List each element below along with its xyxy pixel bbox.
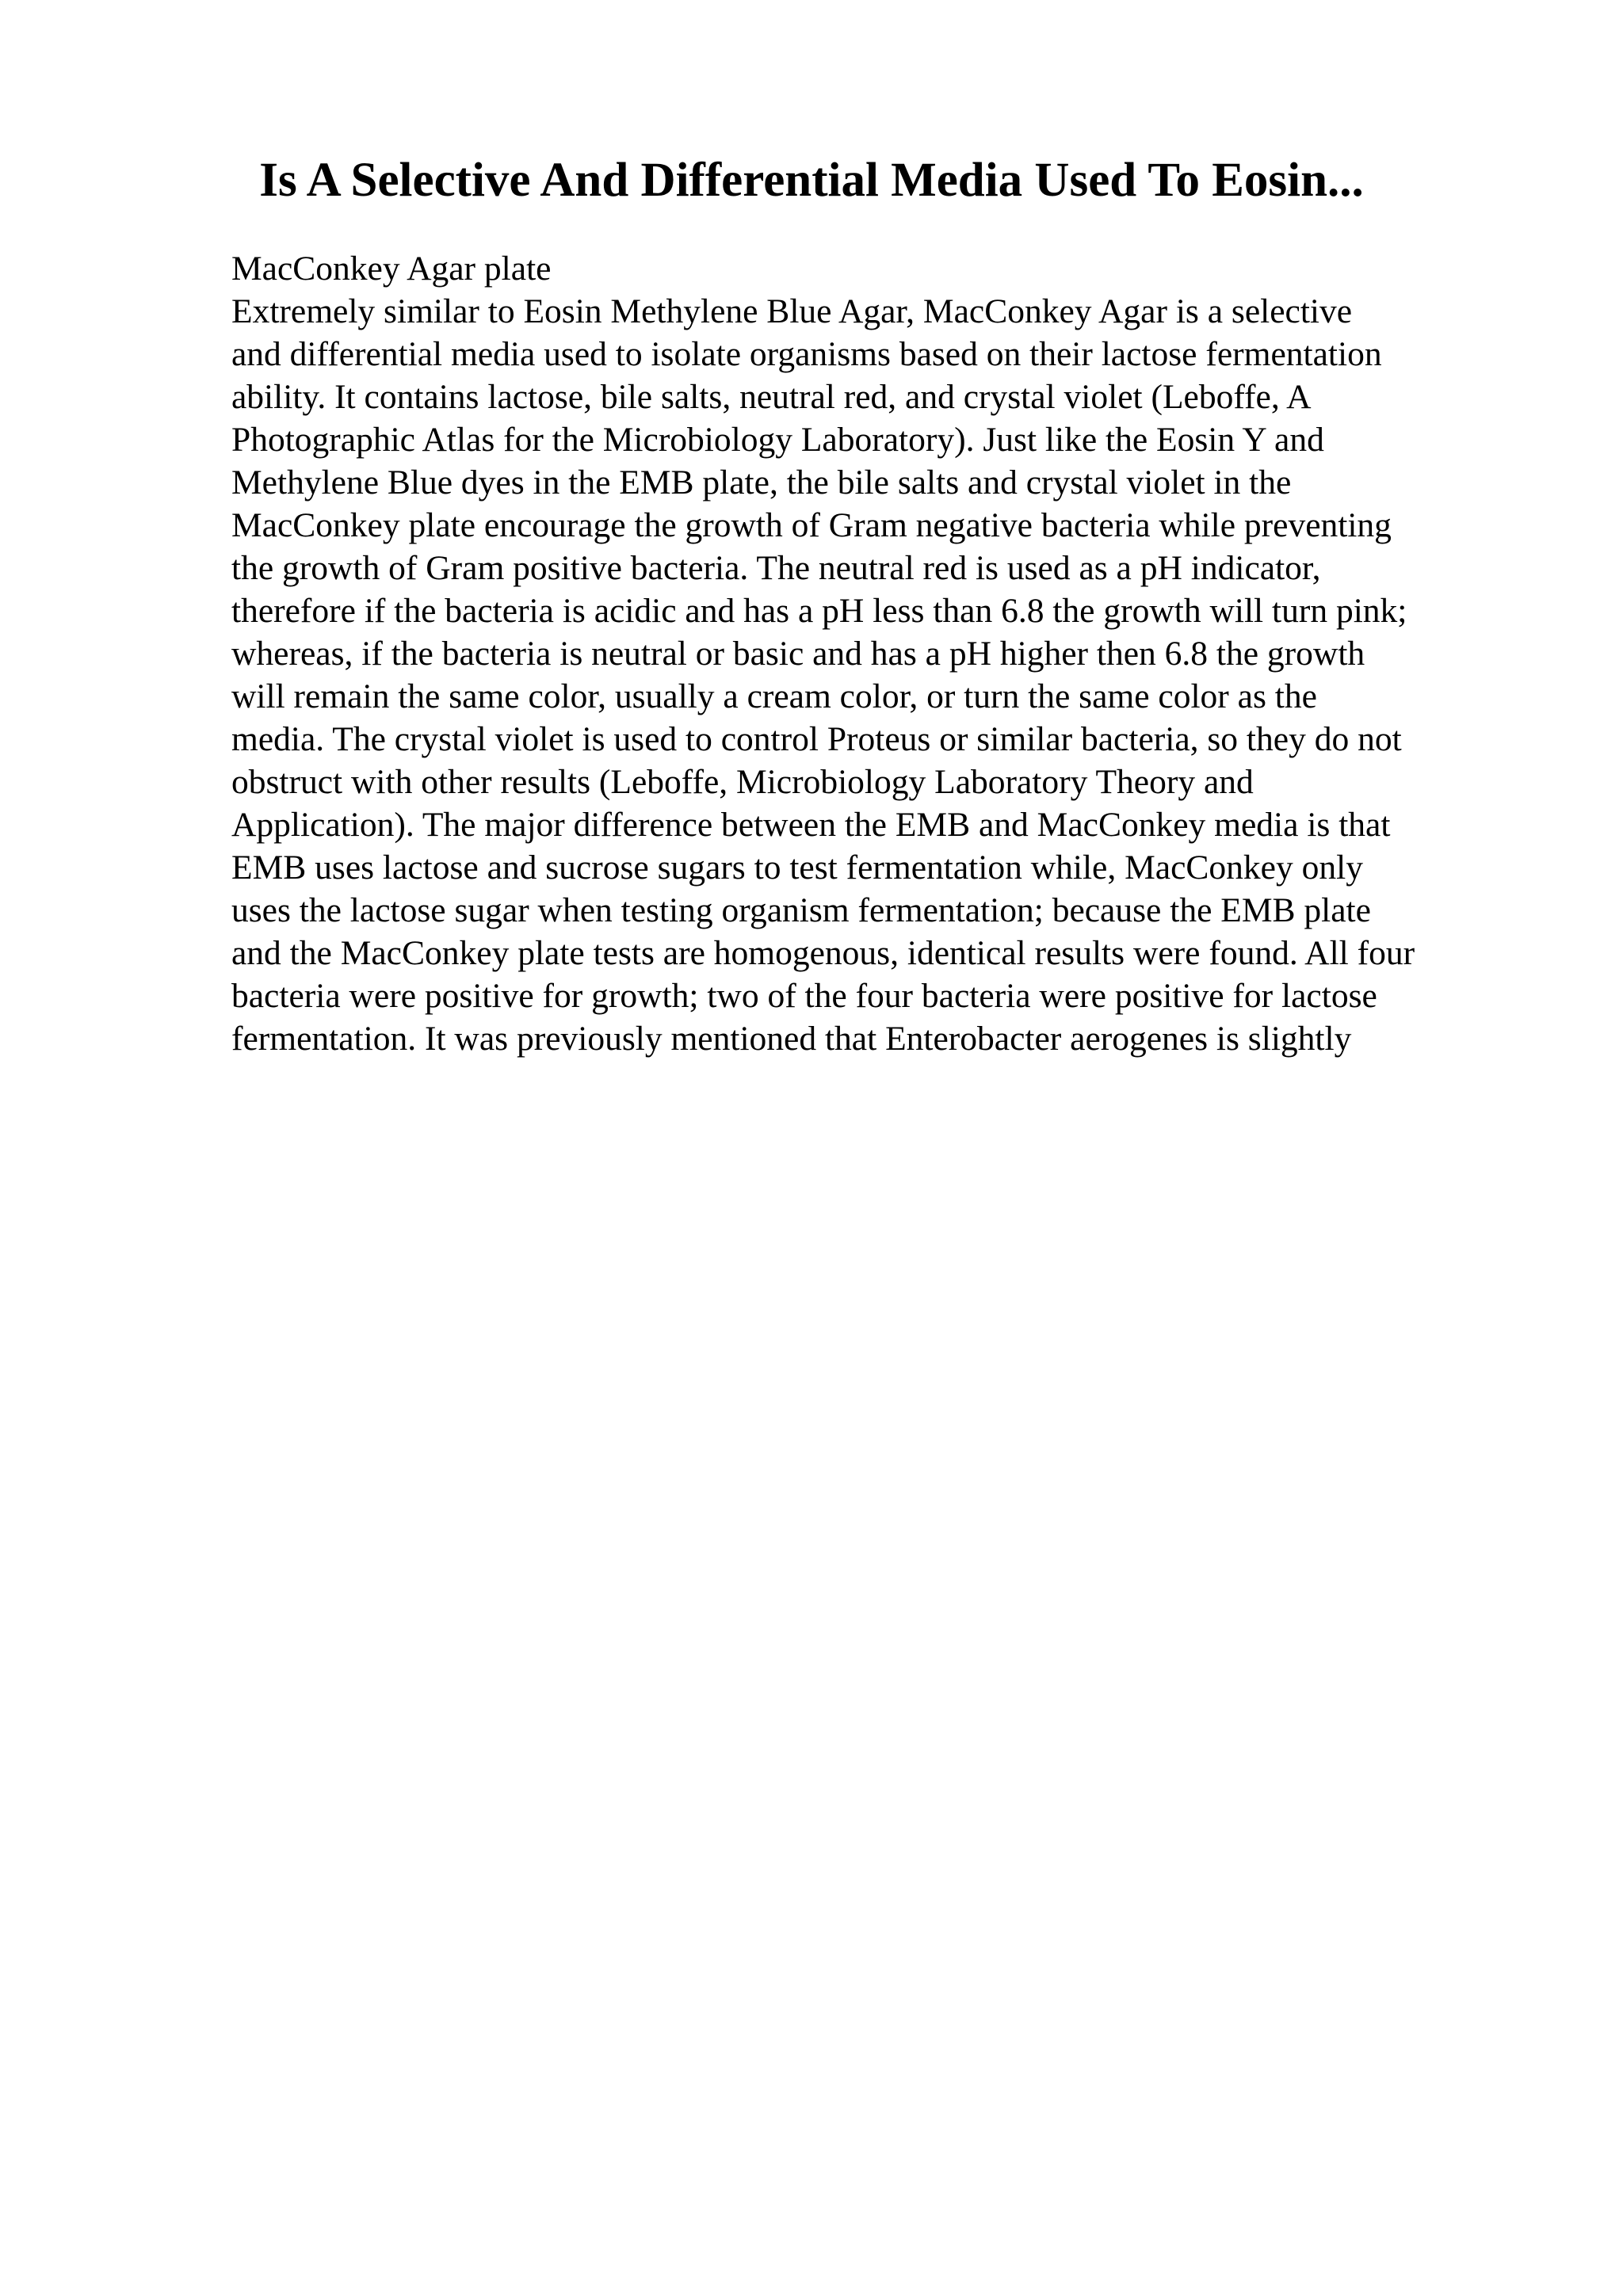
text-line: Methylene Blue dyes in the EMB plate, the bile salts and crystal violet in the <box>231 463 1292 502</box>
text-line: whereas, if the bacteria is neutral or basic and has a pH higher then 6.8 the growth <box>231 635 1365 673</box>
text-line: therefore if the bacteria is acidic and has a pH less than 6.8 the growth will turn pink; <box>231 592 1407 630</box>
text-line: Application). The major difference between the EMB and MacConkey media is that <box>231 806 1391 844</box>
body-text <box>231 247 1503 1060</box>
text-line: Photographic Atlas for the Microbiology Laboratory). Just like the Eosin Y and <box>231 421 1324 459</box>
text-line: media. The crystal violet is used to control Proteus or similar bacteria, so they do not <box>231 720 1402 758</box>
text-line: obstruct with other results (Leboffe, Microbiology Laboratory Theory and <box>231 763 1254 801</box>
text-line: bacteria were positive for growth; two of the four bacteria were positive for lactose <box>231 977 1377 1015</box>
text-line: the growth of Gram positive bacteria. The neutral red is used as a pH indicator, <box>231 549 1321 587</box>
text-line: will remain the same color, usually a cream color, or turn the same color as the <box>231 677 1317 715</box>
text-line: ability. It contains lactose, bile salts, neutral red, and crystal violet (Leboffe, A <box>231 378 1312 416</box>
text-line: uses the lactose sugar when testing organism fermentation; because the EMB plate <box>231 891 1371 929</box>
text-line: and differential media used to isolate organisms based on their lactose fermentation <box>231 335 1382 373</box>
text-line: Extremely similar to Eosin Methylene Blue Agar, MacConkey Agar is a selective <box>231 292 1353 330</box>
text-line: EMB uses lactose and sucrose sugars to test fermentation while, MacConkey only <box>231 849 1363 887</box>
text-line: fermentation. It was previously mentioned that Enterobacter aerogenes is slightly <box>231 1020 1352 1058</box>
text-line: and the MacConkey plate tests are homogenous, identical results were found. All four <box>231 934 1415 972</box>
text-line-subheading: MacConkey Agar plate <box>231 250 552 288</box>
text-line: MacConkey plate encourage the growth of Gram negative bacteria while preventing <box>231 506 1392 544</box>
page-title: Is A Selective And Differential Media Used To Eosin... <box>259 154 1364 207</box>
